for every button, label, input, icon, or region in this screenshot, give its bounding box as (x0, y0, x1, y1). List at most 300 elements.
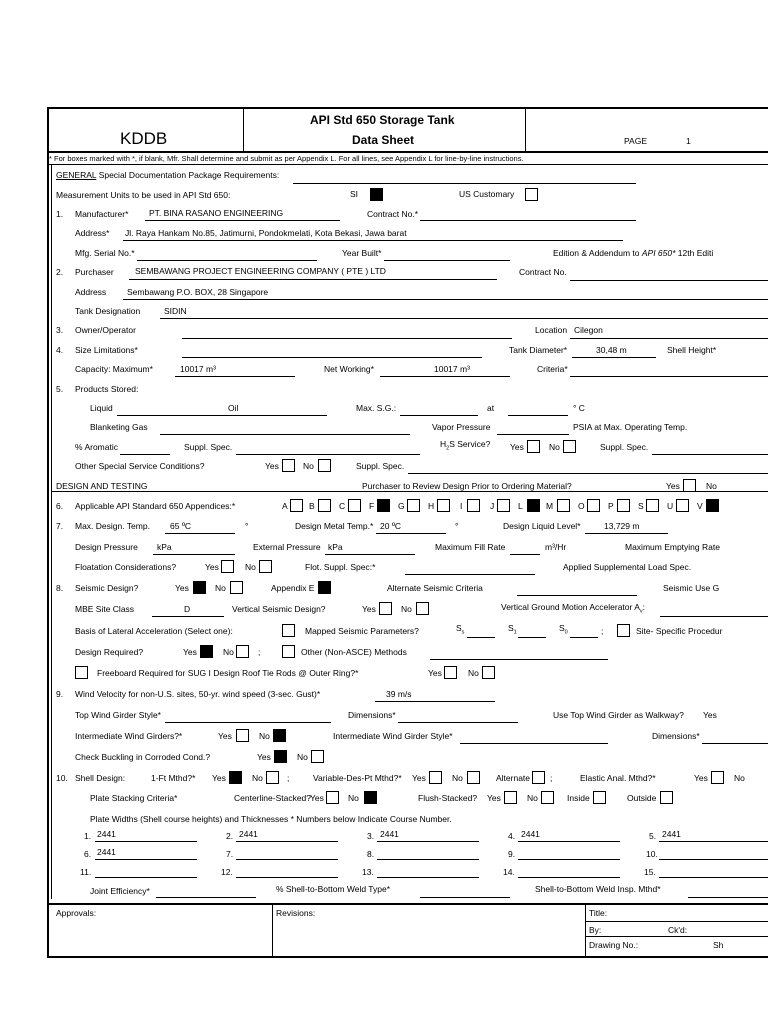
appendix-v-label: V (697, 501, 703, 511)
top-girder-field[interactable] (165, 722, 331, 723)
appendix-g-label: G (398, 501, 405, 511)
alt-seismic-field[interactable] (517, 595, 637, 596)
h2s-suppl-label: Suppl. Spec. (600, 442, 649, 452)
doc-package-field[interactable] (293, 183, 636, 184)
drawing-no-label: Drawing No.: (589, 940, 639, 950)
h2s-yes-checkbox[interactable] (527, 440, 540, 453)
onefoot-yes-checkbox[interactable] (229, 771, 242, 784)
flush-no-checkbox[interactable] (541, 791, 554, 804)
diameter-field[interactable] (572, 357, 656, 358)
appendix-i-checkbox[interactable] (467, 499, 480, 512)
blanketing-label: Blanketing Gas (90, 422, 148, 432)
shell-height-label: Shell Height* (667, 345, 717, 355)
vertical-no-label: No (401, 604, 412, 614)
manufacturer-value: PT. BINA RASANO ENGINEERING (149, 208, 284, 218)
size-field[interactable] (182, 357, 482, 358)
manufacturer-label: Manufacturer* (75, 209, 129, 219)
weld-type-label: % Shell-to-Bottom Weld Type* (276, 884, 391, 894)
s0-sub: 0 (564, 629, 568, 636)
line-num-8: 8. (56, 583, 64, 593)
location-value: Cilegon (574, 325, 603, 335)
deg-c-label: ° C (573, 403, 585, 413)
footer-divider-2 (585, 903, 586, 956)
course-num: 13. (362, 867, 374, 877)
diameter-value: 30,48 m (596, 345, 627, 355)
supp-load-label: Applied Supplemental Load Spec. (563, 562, 692, 572)
seismic-yes-checkbox[interactable] (193, 581, 206, 594)
other-suppl-label: Suppl. Spec. (356, 461, 405, 471)
design-required-label: Design Required? (75, 647, 144, 657)
footer-divider-1 (272, 903, 273, 956)
weld-type-field[interactable] (420, 897, 510, 898)
course-num: 9. (508, 849, 516, 859)
s1-label: S (508, 623, 514, 633)
seismic-use-label: Seismic Use G (663, 583, 720, 593)
intermediate-no-label: No (259, 731, 270, 741)
review-label: Purchaser to Review Design Prior to Ordering Material? (362, 481, 572, 491)
size-label: Size Limitations* (75, 345, 138, 355)
appendix-v-checkbox[interactable] (706, 499, 719, 512)
s1-field[interactable] (518, 637, 546, 638)
inter-dimensions-field[interactable] (702, 743, 768, 744)
max-temp-value: 65 ºC (170, 521, 192, 531)
mapped-checkbox[interactable] (282, 624, 295, 637)
variable-label: Variable-Des-Pt Mthd?* (313, 773, 402, 783)
metal-temp-value: 20 ºC (380, 521, 402, 531)
onefoot-semicolon: ; (287, 773, 290, 783)
course-field[interactable] (518, 859, 620, 860)
shell-design-label: Shell Design: (75, 773, 126, 783)
required-yes-label: Yes (183, 647, 197, 657)
floatation-label: Floatation Considerations? (75, 562, 177, 572)
onefoot-no-checkbox[interactable] (266, 771, 279, 784)
purch-address-value: Sembawang P.O. BOX, 28 Singapore (127, 287, 269, 297)
non-asce-field[interactable] (430, 659, 608, 660)
liquid-field[interactable] (117, 415, 327, 416)
review-no-label: No (706, 481, 717, 491)
liquid-value: Oil (228, 403, 239, 413)
sheet-label: Sh (713, 940, 724, 950)
revisions-label: Revisions: (276, 908, 316, 918)
course-field[interactable] (236, 877, 338, 878)
tank-designation-field[interactable] (160, 318, 768, 319)
owner-field[interactable] (182, 338, 512, 339)
wind-label: Wind Velocity for non-U.S. sites, 50-yr. wind speed (3-sec. Gust)* (75, 689, 321, 699)
weld-insp-field[interactable] (688, 897, 768, 898)
serial-label: Mfg. Serial No.* (75, 248, 135, 258)
line-num-9: 9. (56, 689, 64, 699)
floatation-no-checkbox[interactable] (259, 560, 272, 573)
fill-rate-field[interactable] (510, 554, 540, 555)
mapped-label: Mapped Seismic Parameters? (305, 626, 419, 636)
appendix-i-label: I (460, 501, 463, 511)
buckling-yes-checkbox[interactable] (274, 750, 287, 763)
page-left-border (47, 107, 49, 957)
contract-field-1[interactable] (420, 220, 636, 221)
si-label: SI (350, 189, 359, 199)
mbe-label: MBE Site Class (75, 604, 135, 614)
stacking-label: Plate Stacking Criteria* (90, 793, 178, 803)
alternate-semicolon: ; (550, 773, 553, 783)
blanketing-field[interactable] (160, 434, 410, 435)
contract-label-2: Contract No. (519, 267, 567, 277)
mfr-address-value: Jl. Raya Hankam No.85, Jatimurni, Pondokmelati, Kota Bekasi, Jawa barat (125, 228, 407, 238)
company-name: KDDB (120, 129, 168, 148)
instructions-note: * For boxes marked with *, if blank, Mfr. Shall determine and submit as per Appendix L. For all lines, see Appendix L for line-by-line instructions. (49, 154, 524, 163)
center-no-checkbox[interactable] (364, 791, 377, 804)
course-field[interactable] (95, 841, 197, 842)
freeboard-yes-checkbox[interactable] (444, 666, 457, 679)
external-pressure-label: External Pressure (253, 542, 321, 552)
other-no-checkbox[interactable] (318, 459, 331, 472)
appendix-o-checkbox[interactable] (587, 499, 600, 512)
appendix-m-checkbox[interactable] (557, 499, 570, 512)
course-field[interactable] (659, 877, 768, 878)
header-top-border (47, 107, 768, 109)
course-field[interactable] (377, 859, 479, 860)
appendix-s-checkbox[interactable] (646, 499, 659, 512)
header-divider-2 (525, 107, 526, 152)
purchaser-label: Purchaser (75, 267, 114, 277)
floatation-no-label: No (245, 562, 256, 572)
course-value: 2441 (662, 829, 681, 839)
criteria-field[interactable] (570, 376, 768, 377)
mbe-field[interactable] (152, 616, 224, 617)
appendix-b-label: B (309, 501, 315, 511)
appendix-c-label: C (339, 501, 346, 511)
sheet-title: API Std 650 Storage Tank (310, 113, 455, 127)
buckling-no-checkbox[interactable] (311, 750, 324, 763)
appendix-l-checkbox[interactable] (527, 499, 540, 512)
top-dimensions-field[interactable] (398, 722, 518, 723)
intermediate-style-label: Intermediate Wind Girder Style* (333, 731, 453, 741)
appendix-e-label: Appendix E (271, 583, 315, 593)
design-pressure-label: Design Pressure (75, 542, 138, 552)
appendix-u-label: U (667, 501, 674, 511)
walkway-yes-label: Yes (703, 710, 717, 720)
variable-no-label: No (452, 773, 463, 783)
inside-label: Inside (567, 793, 590, 803)
appendix-p-checkbox[interactable] (617, 499, 630, 512)
wind-field[interactable] (375, 701, 495, 702)
h2s-suppl-field[interactable] (652, 454, 768, 455)
required-no-checkbox[interactable] (236, 645, 249, 658)
products-label: Products Stored: (75, 384, 139, 394)
joint-efficiency-label: Joint Efficiency* (90, 886, 150, 896)
emptying-rate-label: Maximum Emptying Rate (625, 542, 720, 552)
vertical-no-checkbox[interactable] (416, 602, 429, 615)
external-pressure-field[interactable] (325, 554, 415, 555)
external-pressure-unit: kPa (328, 542, 343, 552)
course-field[interactable] (518, 841, 620, 842)
onefoot-yes-label: Yes (212, 773, 226, 783)
basis-label: Basis of Lateral Acceleration (Select one): (75, 626, 233, 636)
s0-field[interactable] (570, 637, 598, 638)
max-temp-label: Max. Design. Temp. (75, 521, 150, 531)
required-yes-checkbox[interactable] (200, 645, 213, 658)
net-working-field[interactable] (380, 376, 510, 377)
mbe-value: D (184, 604, 191, 614)
course-field[interactable] (377, 841, 479, 842)
year-field[interactable] (384, 260, 510, 261)
appendix-l-label: L (518, 501, 523, 511)
freeboard-yes-label: Yes (428, 668, 442, 678)
fill-rate-unit: m³/Hr (545, 542, 567, 552)
vapor-field[interactable] (497, 434, 569, 435)
footer-top-border (47, 903, 768, 905)
outside-label: Outside (627, 793, 657, 803)
inter-dimensions-label: Dimensions* (652, 731, 700, 741)
owner-label: Owner/Operator (75, 325, 136, 335)
line-num-2: 2. (56, 267, 64, 277)
course-num: 3. (367, 831, 375, 841)
location-field[interactable] (570, 338, 768, 339)
review-yes-label: Yes (666, 481, 680, 491)
line-num-1: 1. (56, 209, 64, 219)
h2s-label-b: S Service? (449, 439, 491, 449)
appendix-a-label: A (282, 501, 288, 511)
other-yes-checkbox[interactable] (282, 459, 295, 472)
inner-left-border (51, 164, 52, 899)
plate-widths-label: Plate Widths (Shell course heights) and Thicknesses * Numbers below Indicate Course Number. (90, 814, 452, 824)
course-field[interactable] (236, 841, 338, 842)
manufacturer-field[interactable] (145, 220, 340, 221)
onefoot-no-label: No (252, 773, 263, 783)
sheet-subtitle: Data Sheet (352, 133, 415, 147)
intermediate-label: Intermediate Wind Girders?* (75, 731, 183, 741)
location-label: Location (535, 325, 568, 335)
metal-temp-label: Design Metal Temp.* (295, 521, 374, 531)
line-num-7: 7. (56, 521, 64, 531)
course-num: 12. (221, 867, 233, 877)
course-field[interactable] (659, 859, 768, 860)
mfr-address-label: Address* (75, 228, 110, 238)
h2s-label-a: H (440, 439, 447, 449)
site-specific-checkbox[interactable] (617, 624, 630, 637)
si-checkbox[interactable] (370, 188, 383, 201)
line-num-6: 6. (56, 501, 64, 511)
year-label: Year Built* (342, 248, 382, 258)
h2s-no-checkbox[interactable] (563, 440, 576, 453)
floatation-yes-checkbox[interactable] (221, 560, 234, 573)
vertical-yes-checkbox[interactable] (379, 602, 392, 615)
course-num: 14. (503, 867, 515, 877)
intermediate-yes-checkbox[interactable] (236, 729, 249, 742)
appendix-h-label: H (428, 501, 435, 511)
centerline-label: Centerline-Stacked? (234, 793, 312, 803)
variable-yes-label: Yes (412, 773, 426, 783)
freeboard-checkbox[interactable] (75, 666, 88, 679)
edition-api: API 650* (641, 248, 676, 258)
page-label: PAGE (624, 136, 647, 146)
flush-no-label: No (527, 793, 538, 803)
aromatic-field[interactable] (120, 454, 170, 455)
tank-designation-value: SIDIN (164, 306, 187, 316)
elastic-label: Elastic Anal. Mthd?* (580, 773, 656, 783)
sg-label: Max. S.G.: (356, 403, 397, 413)
appendix-g-checkbox[interactable] (407, 499, 420, 512)
capacity-field[interactable] (175, 376, 295, 377)
other-suppl-field[interactable] (408, 473, 768, 474)
aromatic-label: % Aromatic (75, 442, 118, 452)
required-semicolon: ; (258, 647, 261, 657)
liquid-label: Liquid (90, 403, 113, 413)
course-num: 8. (367, 849, 375, 859)
fill-rate-label: Maximum Fill Rate (435, 542, 506, 552)
max-temp-field[interactable] (165, 533, 235, 534)
header-bottom-border (47, 151, 768, 153)
appendix-b-checkbox[interactable] (318, 499, 331, 512)
course-num: 11. (80, 867, 92, 877)
header-divider-1 (243, 107, 244, 152)
buckling-yes-label: Yes (257, 752, 271, 762)
purch-address-label: Address (75, 287, 107, 297)
top-dimensions-label: Dimensions* (348, 710, 396, 720)
vapor-label: Vapor Pressure (432, 422, 491, 432)
max-temp-deg: ° (245, 521, 249, 531)
appendix-j-label: J (490, 501, 495, 511)
joint-efficiency-field[interactable] (156, 897, 256, 898)
h2s-sub: 2 (446, 445, 450, 452)
edition-label: Edition & Addendum to (553, 248, 640, 258)
measurement-label: Measurement Units to be used in API Std 650: (56, 190, 231, 200)
inside-checkbox[interactable] (593, 791, 606, 804)
freeboard-no-checkbox[interactable] (482, 666, 495, 679)
appendix-a-checkbox[interactable] (290, 499, 303, 512)
course-field[interactable] (659, 841, 768, 842)
appendix-f-checkbox[interactable] (377, 499, 390, 512)
flush-yes-checkbox[interactable] (504, 791, 517, 804)
design-pressure-field[interactable] (153, 554, 235, 555)
appendix-j-checkbox[interactable] (497, 499, 510, 512)
purch-address-field[interactable] (123, 299, 768, 300)
variable-no-checkbox[interactable] (467, 771, 480, 784)
buckling-label: Check Buckling in Corroded Cond.? (75, 752, 211, 762)
diameter-label: Tank Diameter* (509, 345, 568, 355)
course-value: 2441 (239, 829, 258, 839)
course-field[interactable] (377, 877, 479, 878)
note-underline (47, 164, 768, 165)
top-girder-label: Top Wind Girder Style* (75, 710, 161, 720)
variable-yes-checkbox[interactable] (429, 771, 442, 784)
appendices-label: Applicable API Standard 650 Appendices:* (75, 501, 236, 511)
tank-designation-label: Tank Designation (75, 306, 141, 316)
intermediate-no-checkbox[interactable] (273, 729, 286, 742)
center-no-label: No (348, 793, 359, 803)
wind-value: 39 m/s (386, 689, 412, 699)
course-value: 2441 (97, 847, 116, 857)
course-field[interactable] (518, 877, 620, 878)
vgm-field[interactable] (660, 616, 768, 617)
intermediate-yes-label: Yes (218, 731, 232, 741)
us-checkbox[interactable] (525, 188, 538, 201)
seismic-yes-label: Yes (175, 583, 189, 593)
weld-insp-label: Shell-to-Bottom Weld Insp. Mthd* (535, 884, 661, 894)
purchaser-value: SEMBAWANG PROJECT ENGINEERING COMPANY ( PTE ) LTD (135, 266, 386, 276)
appendix-e-checkbox[interactable] (318, 581, 331, 594)
floatation-yes-label: Yes (205, 562, 219, 572)
sg-temp-field[interactable] (508, 415, 568, 416)
other-no-label: No (303, 461, 314, 471)
one-foot-label: 1-Ft Mthd?* (151, 773, 196, 783)
mfr-address-field[interactable] (123, 240, 623, 241)
intermediate-style-field[interactable] (460, 743, 608, 744)
vertical-yes-label: Yes (362, 604, 376, 614)
seismic-no-label: No (215, 583, 226, 593)
course-field[interactable] (236, 859, 338, 860)
appendix-m-label: M (546, 501, 554, 511)
flot-spec-field[interactable] (405, 574, 535, 575)
ss-sub: s (461, 629, 465, 636)
general-heading: GENERAL (56, 170, 97, 180)
line-num-4: 4. (56, 345, 64, 355)
course-num: 4. (508, 831, 516, 841)
course-num: 2. (226, 831, 234, 841)
course-field[interactable] (95, 859, 197, 860)
alt-seismic-label: Alternate Seismic Criteria (387, 583, 483, 593)
liquid-level-field[interactable] (585, 533, 668, 534)
s1-sub: 1 (513, 629, 517, 636)
vgm-label: Vertical Ground Motion Accelerator A (501, 602, 640, 612)
by-row-line (585, 936, 768, 937)
buckling-no-label: No (297, 752, 308, 762)
serial-field[interactable] (137, 260, 317, 261)
criteria-label: Criteria* (537, 364, 568, 374)
course-field[interactable] (95, 877, 197, 878)
course-num: 1. (84, 831, 92, 841)
center-yes-checkbox[interactable] (326, 791, 339, 804)
contract-label-1: Contract No.* (367, 209, 419, 219)
elastic-yes-checkbox[interactable] (711, 771, 724, 784)
outside-checkbox[interactable] (660, 791, 673, 804)
purchaser-field[interactable] (129, 279, 497, 280)
aromatic-suppl-label: Suppl. Spec. (184, 442, 233, 452)
flot-spec-label: Flot. Suppl. Spec:* (305, 562, 376, 572)
other-service-label: Other Special Service Conditions? (75, 461, 205, 471)
seismic-no-checkbox[interactable] (230, 581, 243, 594)
appendix-u-checkbox[interactable] (676, 499, 689, 512)
appendix-o-label: O (578, 501, 585, 511)
freeboard-label: Freeboard Required for SUG I Design Roof Tie Rods @ Outer Ring?* (97, 668, 359, 678)
liquid-level-label: Design Liquid Level* (503, 521, 581, 531)
capacity-value: 10017 m³ (180, 364, 216, 374)
liquid-level-value: 13,729 m (604, 521, 640, 531)
appendix-c-checkbox[interactable] (348, 499, 361, 512)
aromatic-suppl-field[interactable] (236, 454, 420, 455)
design-divider (51, 491, 768, 492)
ss-field[interactable] (467, 637, 495, 638)
net-working-value: 10017 m³ (434, 364, 470, 374)
course-num: 10. (646, 849, 658, 859)
appendix-h-checkbox[interactable] (437, 499, 450, 512)
design-pressure-unit: kPa (157, 542, 172, 552)
line-num-3: 3. (56, 325, 64, 335)
sg-field[interactable] (400, 415, 478, 416)
course-value: 2441 (97, 829, 116, 839)
alternate-label: Alternate (496, 773, 531, 783)
flush-label: Flush-Stacked? (418, 793, 478, 803)
metal-temp-field[interactable] (376, 533, 446, 534)
other-yes-label: Yes (265, 461, 279, 471)
capacity-label: Capacity: Maximum* (75, 364, 153, 374)
non-asce-checkbox[interactable] (282, 645, 295, 658)
doc-package-label: Special Documentation Package Requirements: (98, 170, 280, 180)
contract-field-2[interactable] (570, 280, 768, 281)
elastic-yes-label: Yes (694, 773, 708, 783)
course-num: 5. (649, 831, 657, 841)
alternate-checkbox[interactable] (532, 771, 545, 784)
approvals-label: Approvals: (56, 908, 97, 918)
